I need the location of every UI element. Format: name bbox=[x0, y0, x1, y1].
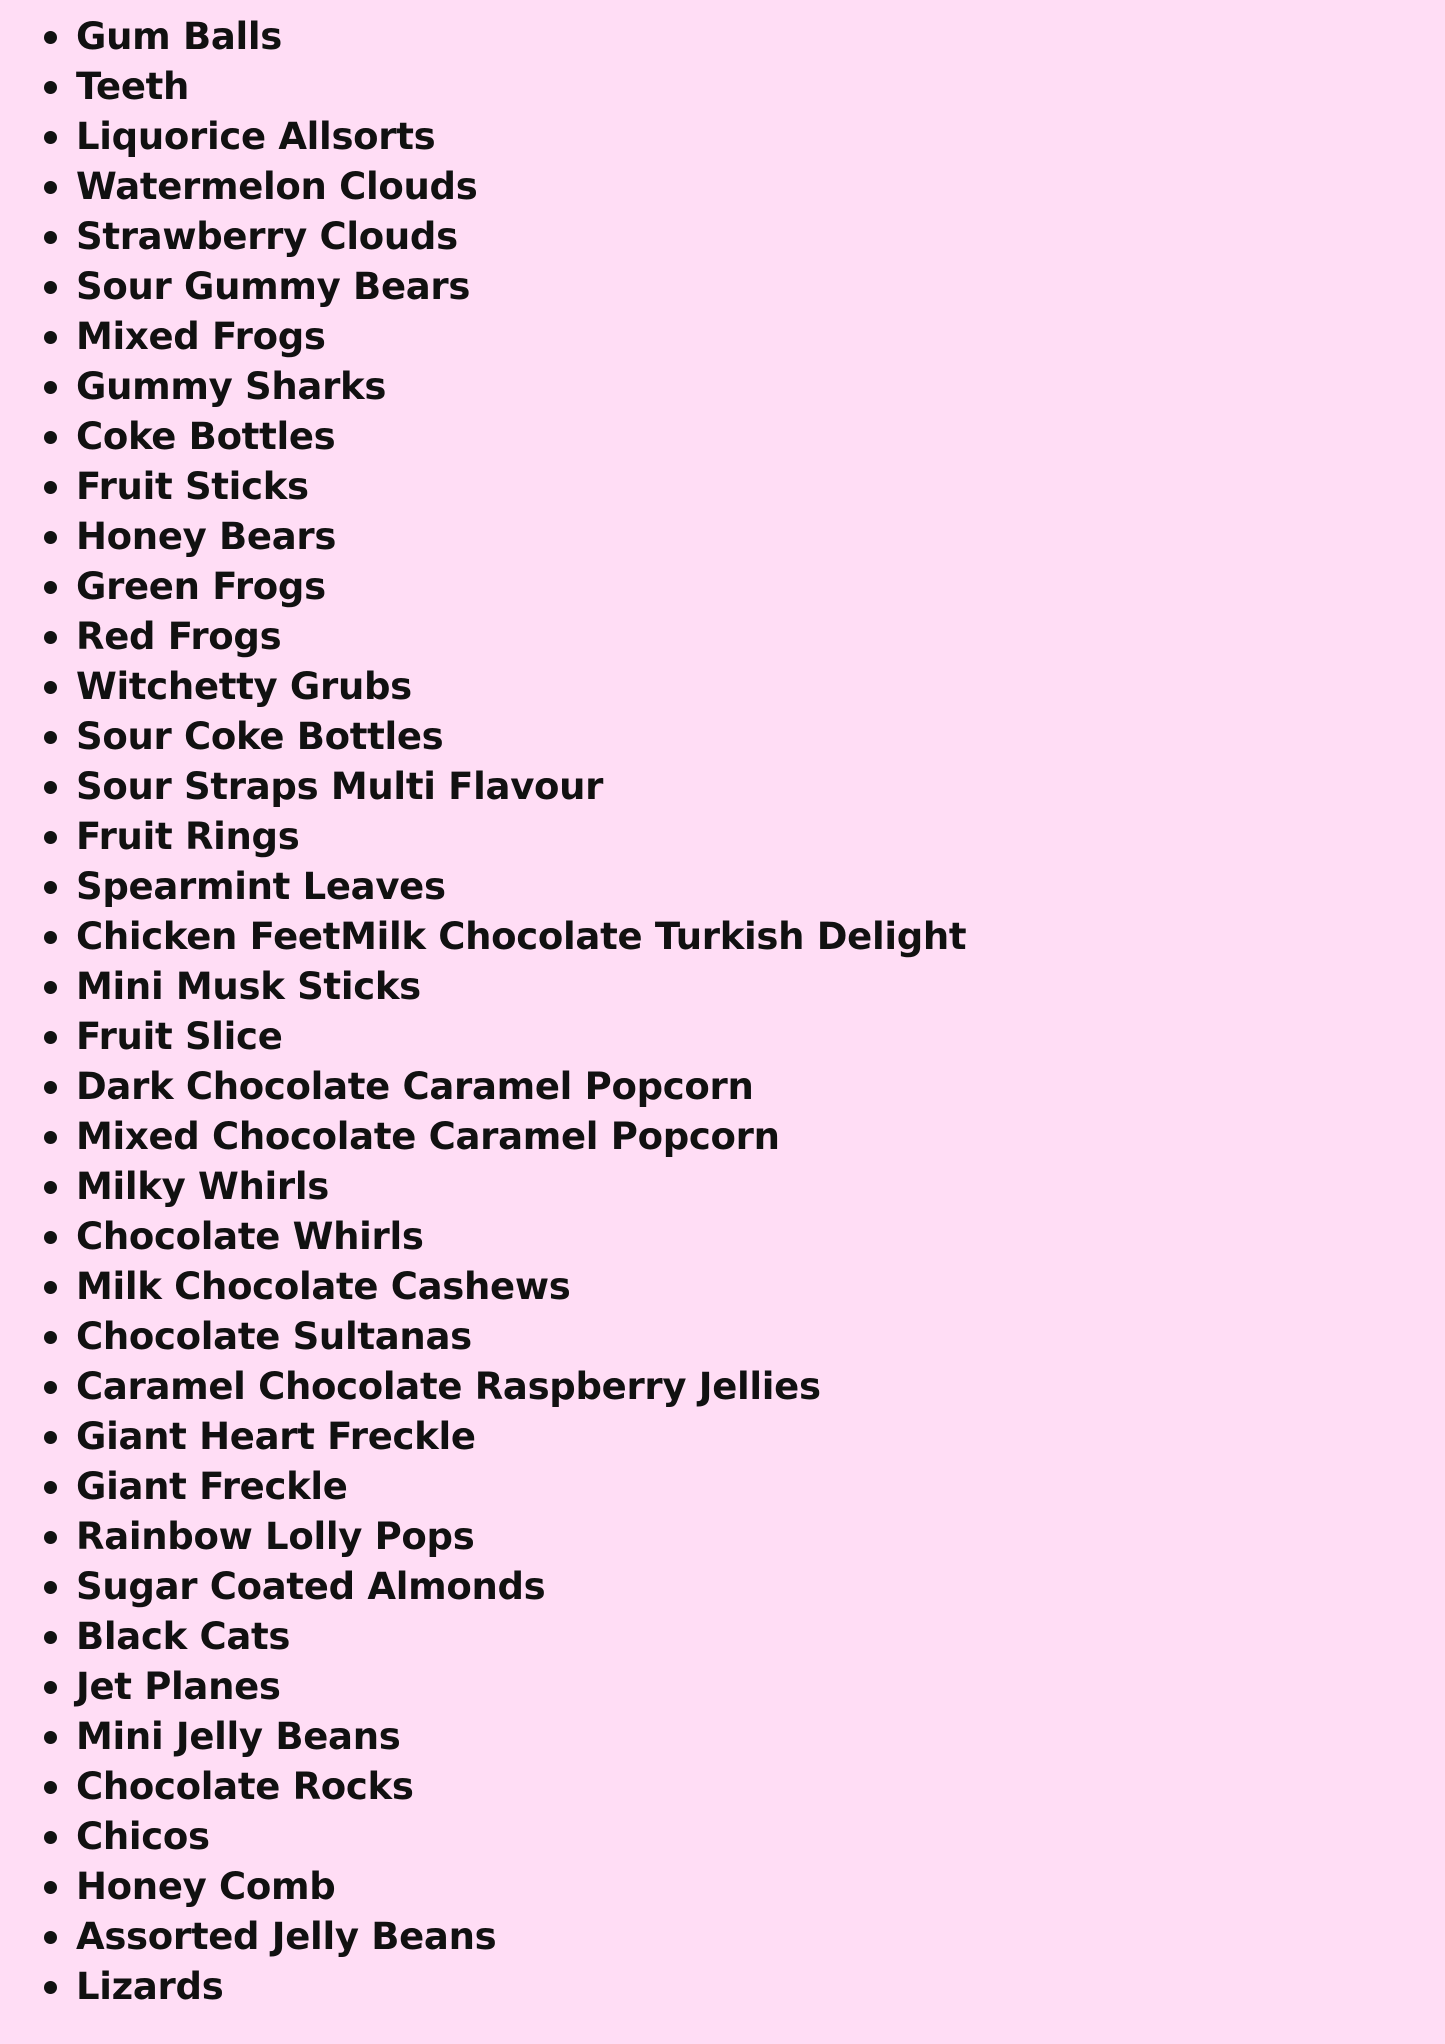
list-item bbox=[0, 562, 1445, 612]
bullet-dot-icon bbox=[44, 1831, 57, 1844]
list-item bbox=[0, 62, 1445, 112]
list-item bbox=[0, 112, 1445, 162]
list-item-label: Sugar Coated Almonds bbox=[76, 1565, 546, 1608]
list-item bbox=[0, 962, 1445, 1012]
list-item-label: Mixed Frogs bbox=[76, 315, 326, 358]
list-item bbox=[0, 1662, 1445, 1712]
bullet-dot-icon bbox=[44, 1181, 57, 1194]
bullet-dot-icon bbox=[44, 1031, 57, 1044]
list-item-label: Sour Straps Multi Flavour bbox=[76, 765, 604, 808]
list-item bbox=[0, 862, 1445, 912]
list-item bbox=[0, 812, 1445, 862]
bullet-dot-icon bbox=[44, 1531, 57, 1544]
bullet-dot-icon bbox=[44, 1631, 57, 1644]
list-item-label: Gum Balls bbox=[76, 15, 283, 58]
list-item-label: Witchetty Grubs bbox=[76, 665, 412, 708]
bullet-dot-icon bbox=[44, 731, 57, 744]
list-item-label: Gummy Sharks bbox=[76, 365, 387, 408]
list-item bbox=[0, 1412, 1445, 1462]
list-item bbox=[0, 762, 1445, 812]
list-item-label: Chocolate Rocks bbox=[76, 1765, 414, 1808]
candy-list bbox=[0, 12, 1445, 2012]
list-item-label: Coke Bottles bbox=[76, 415, 336, 458]
list-item-label: Teeth bbox=[76, 65, 190, 108]
list-item bbox=[0, 612, 1445, 662]
list-item bbox=[0, 1062, 1445, 1112]
bullet-dot-icon bbox=[44, 1931, 57, 1944]
list-item-label: Spearmint Leaves bbox=[76, 865, 446, 908]
list-item bbox=[0, 362, 1445, 412]
list-item-label: Watermelon Clouds bbox=[76, 165, 478, 208]
bullet-dot-icon bbox=[44, 131, 57, 144]
list-item bbox=[0, 662, 1445, 712]
bullet-dot-icon bbox=[44, 281, 57, 294]
list-item bbox=[0, 412, 1445, 462]
list-item bbox=[0, 1912, 1445, 1962]
list-item bbox=[0, 1262, 1445, 1312]
bullet-dot-icon bbox=[44, 81, 57, 94]
list-item-label: Honey Comb bbox=[76, 1865, 336, 1908]
bullet-dot-icon bbox=[44, 1681, 57, 1694]
list-item-label: Lizards bbox=[76, 1965, 224, 2008]
bullet-dot-icon bbox=[44, 431, 57, 444]
list-item-label: Assorted Jelly Beans bbox=[76, 1915, 497, 1958]
list-item-label: Chicos bbox=[76, 1815, 210, 1858]
list-item-label: Green Frogs bbox=[76, 565, 326, 608]
list-item-label: Caramel Chocolate Raspberry Jellies bbox=[76, 1365, 821, 1408]
list-item bbox=[0, 162, 1445, 212]
list-item-label: Giant Heart Freckle bbox=[76, 1415, 476, 1458]
bullet-dot-icon bbox=[44, 881, 57, 894]
list-item bbox=[0, 1462, 1445, 1512]
list-item-label: Chocolate Sultanas bbox=[76, 1315, 472, 1358]
bullet-dot-icon bbox=[44, 1331, 57, 1344]
bullet-dot-icon bbox=[44, 681, 57, 694]
list-item-label: Fruit Sticks bbox=[76, 465, 309, 508]
bullet-dot-icon bbox=[44, 1381, 57, 1394]
bullet-dot-icon bbox=[44, 931, 57, 944]
list-item bbox=[0, 1312, 1445, 1362]
list-item-label: Fruit Rings bbox=[76, 815, 300, 858]
list-item bbox=[0, 262, 1445, 312]
list-item-label: Giant Freckle bbox=[76, 1465, 348, 1508]
list-item bbox=[0, 1862, 1445, 1912]
bullet-dot-icon bbox=[44, 631, 57, 644]
list-item bbox=[0, 1762, 1445, 1812]
list-item-label: Jet Planes bbox=[76, 1665, 281, 1708]
list-item-label: Mini Jelly Beans bbox=[76, 1715, 401, 1758]
list-item bbox=[0, 1962, 1445, 2012]
bullet-dot-icon bbox=[44, 831, 57, 844]
list-item bbox=[0, 712, 1445, 762]
list-item-label: Sour Coke Bottles bbox=[76, 715, 444, 758]
list-item-label: Chocolate Whirls bbox=[76, 1215, 424, 1258]
list-item-label: Sour Gummy Bears bbox=[76, 265, 471, 308]
list-item-label: Rainbow Lolly Pops bbox=[76, 1515, 475, 1558]
bullet-dot-icon bbox=[44, 31, 57, 44]
list-item bbox=[0, 212, 1445, 262]
list-item bbox=[0, 462, 1445, 512]
list-item-label: Fruit Slice bbox=[76, 1015, 283, 1058]
list-item-label: Dark Chocolate Caramel Popcorn bbox=[76, 1065, 754, 1108]
bullet-dot-icon bbox=[44, 181, 57, 194]
list-item bbox=[0, 1112, 1445, 1162]
list-item-label: Black Cats bbox=[76, 1615, 291, 1658]
bullet-dot-icon bbox=[44, 331, 57, 344]
list-item-label: Mini Musk Sticks bbox=[76, 965, 421, 1008]
bullet-dot-icon bbox=[44, 1481, 57, 1494]
list-item-label: Chicken FeetMilk Chocolate Turkish Delight bbox=[76, 915, 967, 958]
bullet-dot-icon bbox=[44, 1781, 57, 1794]
bullet-dot-icon bbox=[44, 1881, 57, 1894]
bullet-dot-icon bbox=[44, 531, 57, 544]
bullet-dot-icon bbox=[44, 1431, 57, 1444]
list-item bbox=[0, 312, 1445, 362]
list-item bbox=[0, 1362, 1445, 1412]
list-item-label: Honey Bears bbox=[76, 515, 337, 558]
bullet-dot-icon bbox=[44, 581, 57, 594]
list-item-label: Red Frogs bbox=[76, 615, 282, 658]
list-item bbox=[0, 12, 1445, 62]
list-item bbox=[0, 1512, 1445, 1562]
bullet-dot-icon bbox=[44, 1231, 57, 1244]
list-item bbox=[0, 1012, 1445, 1062]
list-item bbox=[0, 1812, 1445, 1862]
bullet-dot-icon bbox=[44, 1131, 57, 1144]
bullet-dot-icon bbox=[44, 1281, 57, 1294]
list-item-label: Mixed Chocolate Caramel Popcorn bbox=[76, 1115, 780, 1158]
list-item bbox=[0, 1162, 1445, 1212]
bullet-dot-icon bbox=[44, 1981, 57, 1994]
bullet-dot-icon bbox=[44, 1731, 57, 1744]
list-item bbox=[0, 1712, 1445, 1762]
bullet-dot-icon bbox=[44, 1081, 57, 1094]
bullet-dot-icon bbox=[44, 781, 57, 794]
list-item-label: Liquorice Allsorts bbox=[76, 115, 436, 158]
list-item-label: Strawberry Clouds bbox=[76, 215, 458, 258]
list-item bbox=[0, 1212, 1445, 1262]
list-item-label: Milky Whirls bbox=[76, 1165, 329, 1208]
list-item bbox=[0, 912, 1445, 962]
bullet-dot-icon bbox=[44, 1581, 57, 1594]
bullet-dot-icon bbox=[44, 381, 57, 394]
list-item bbox=[0, 1562, 1445, 1612]
list-item bbox=[0, 512, 1445, 562]
list-item-label: Milk Chocolate Cashews bbox=[76, 1265, 571, 1308]
bullet-dot-icon bbox=[44, 981, 57, 994]
bullet-dot-icon bbox=[44, 231, 57, 244]
bullet-dot-icon bbox=[44, 481, 57, 494]
list-item bbox=[0, 1612, 1445, 1662]
